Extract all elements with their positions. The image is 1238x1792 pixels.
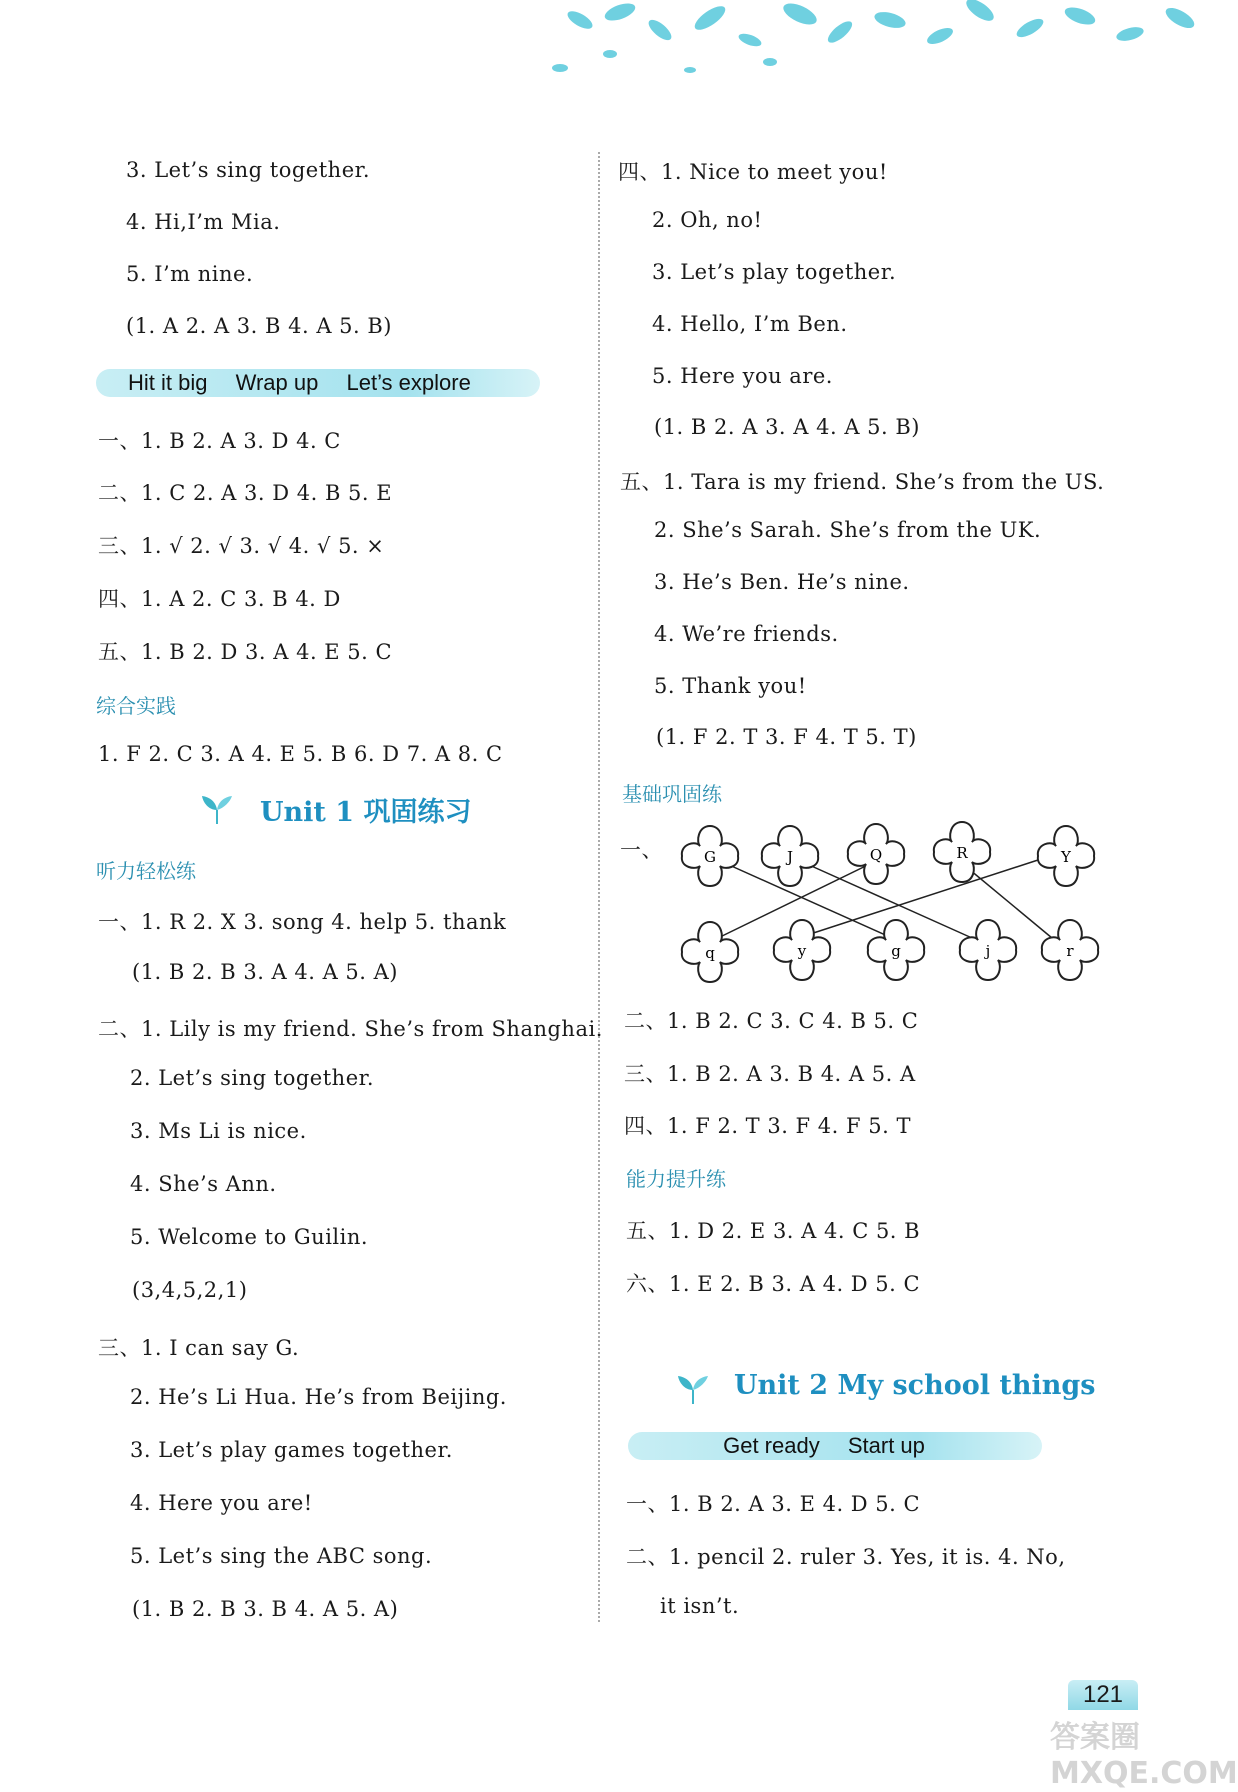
answer-line: 3. Let’s sing together. <box>126 158 371 182</box>
answer-line: 3. Ms Li is nice. <box>130 1119 307 1143</box>
upper-letter-flowers <box>682 822 1094 886</box>
answer-line: 5. I’m nine. <box>126 262 254 286</box>
answer-line: 2. She’s Sarah. She’s from the UK. <box>654 518 1042 542</box>
answer-line: 二、1. Lily is my friend. She’s from Shanghai. <box>98 1017 603 1041</box>
answer-line: 4. Hi,I’m Mia. <box>126 210 281 234</box>
watermark: 答案圈 MXQE.COM <box>1050 1720 1238 1791</box>
section-bar-get-ready <box>628 1432 1042 1460</box>
label-jichu: 基础巩固练 <box>622 782 722 806</box>
label-zonghe: 综合实践 <box>96 694 176 718</box>
flower-letter: j <box>985 942 991 960</box>
label-tingli: 听力轻松练 <box>96 859 196 883</box>
page-number: 121 <box>1068 1680 1138 1710</box>
answer-line: (1. B 2. B 3. B 4. A 5. A) <box>132 1597 399 1621</box>
answer-line: 六、1. E 2. B 3. A 4. D 5. C <box>626 1272 921 1296</box>
section-bar-item: Start up <box>847 1433 925 1458</box>
sprout-icon <box>200 792 234 826</box>
answer-line: (1. A 2. A 3. B 4. A 5. B) <box>126 314 393 338</box>
answer-line: 5. Here you are. <box>652 364 833 388</box>
sprout-icon <box>676 1372 710 1406</box>
answer-line: 五、1. Tara is my friend. She’s from the US. <box>620 470 1105 494</box>
answer-line: 一、1. B 2. A 3. E 4. D 5. C <box>626 1492 921 1516</box>
answer-line: 5. Let’s sing the ABC song. <box>130 1544 433 1568</box>
answer-line: 3. He’s Ben. He’s nine. <box>654 570 910 594</box>
unit1-title: Unit 1 巩固练习 <box>260 797 472 828</box>
answer-line: 四、1. F 2. T 3. F 4. F 5. T <box>624 1114 911 1138</box>
answer-line: (1. B 2. A 3. A 4. A 5. B) <box>654 415 921 439</box>
answer-line: (1. B 2. B 3. A 4. A 5. A) <box>132 960 399 984</box>
flower-letter: G <box>704 848 716 866</box>
answer-line: 5. Thank you! <box>654 674 807 698</box>
label-nengli: 能力提升练 <box>626 1167 726 1191</box>
flower-letter: q <box>705 944 715 962</box>
answer-line: 四、1. A 2. C 3. B 4. D <box>98 587 341 611</box>
answer-line: 一、1. B 2. A 3. D 4. C <box>98 429 341 453</box>
flower-letter: Q <box>869 846 883 864</box>
lower-letter-flowers <box>682 920 1098 982</box>
answer-line: 五、1. B 2. D 3. A 4. E 5. C <box>98 640 393 664</box>
answer-line: 3. Let’s play together. <box>652 260 897 284</box>
answer-line: 4. We’re friends. <box>654 622 839 646</box>
section-bar-hit-it-big <box>96 369 540 397</box>
unit2-title: Unit 2 My school things <box>734 1370 1096 1401</box>
answer-line: 二、1. C 2. A 3. D 4. B 5. E <box>98 481 393 505</box>
answer-line: 3. Let’s play games together. <box>130 1438 453 1462</box>
answer-line: 1. F 2. C 3. A 4. E 5. B 6. D 7. A 8. C <box>98 742 503 766</box>
answer-line: 二、1. pencil 2. ruler 3. Yes, it is. 4. No, <box>626 1545 1066 1569</box>
answer-line: 三、1. I can say G. <box>98 1336 300 1360</box>
answer-line: 5. Welcome to Guilin. <box>130 1225 369 1249</box>
answer-line: 2. He’s Li Hua. He’s from Beijing. <box>130 1385 507 1409</box>
answer-line: 4. She’s Ann. <box>130 1172 277 1196</box>
answer-line: 4. Hello, I’m Ben. <box>652 312 848 336</box>
letter-matching-diagram <box>670 820 1110 990</box>
section-bar-item: Get ready <box>723 1433 820 1458</box>
answer-line: 五、1. D 2. E 3. A 4. C 5. B <box>626 1219 921 1243</box>
answer-line: 二、1. B 2. C 3. C 4. B 5. C <box>624 1009 919 1033</box>
leaf-decoration <box>540 0 1214 100</box>
match-label: 一、 <box>620 838 663 862</box>
flower-letter: g <box>891 942 901 960</box>
flower-letter: y <box>797 942 807 960</box>
flower-letter: R <box>956 844 968 862</box>
column-divider <box>598 152 600 1622</box>
answer-line: it isn’t. <box>660 1594 740 1618</box>
answer-line: 一、1. R 2. X 3. song 4. help 5. thank <box>98 910 507 934</box>
answer-line: 三、1. B 2. A 3. B 4. A 5. A <box>624 1062 916 1086</box>
flower-letter: J <box>786 848 794 866</box>
answer-line: 四、1. Nice to meet you! <box>618 160 888 184</box>
answer-line: (1. F 2. T 3. F 4. T 5. T) <box>656 725 917 749</box>
answer-line: 4. Here you are! <box>130 1491 313 1515</box>
answer-line: (3,4,5,2,1) <box>132 1278 248 1302</box>
answer-line: 2. Let’s sing together. <box>130 1066 375 1090</box>
section-bar-item: Let’s explore <box>346 370 471 395</box>
section-bar-item: Hit it big <box>128 370 208 395</box>
answer-line: 三、1. √ 2. √ 3. √ 4. √ 5. × <box>98 534 385 558</box>
answer-line: 2. Oh, no! <box>652 208 763 232</box>
flower-letter: Y <box>1061 848 1071 866</box>
flower-letter: r <box>1066 942 1074 960</box>
section-bar-item: Wrap up <box>235 370 319 395</box>
